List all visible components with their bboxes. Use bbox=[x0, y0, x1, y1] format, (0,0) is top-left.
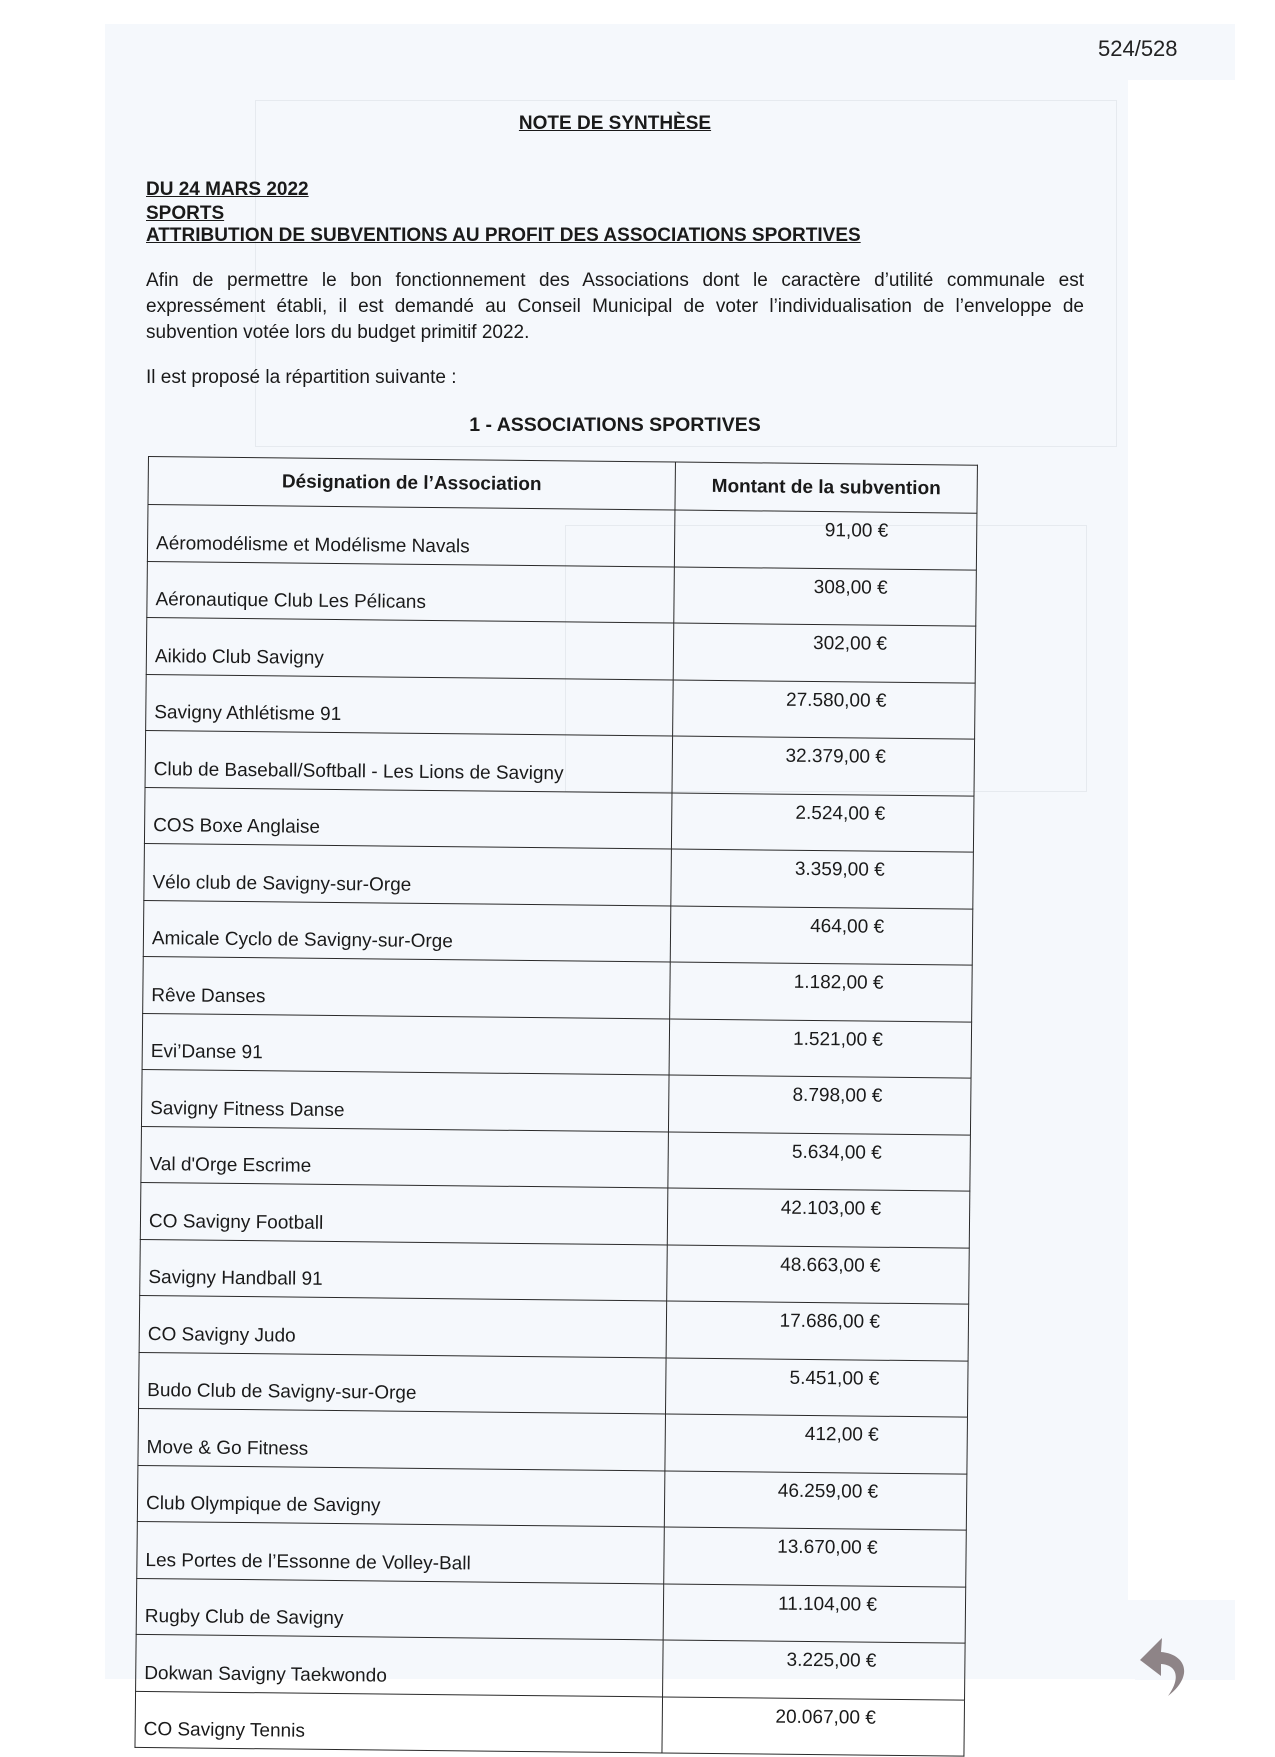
subsidy-amount: 48.663,00 € bbox=[667, 1244, 970, 1304]
subsidy-amount: 20.067,00 € bbox=[662, 1696, 965, 1756]
subsidy-amount: 27.580,00 € bbox=[673, 680, 976, 740]
back-arrow-icon[interactable] bbox=[1135, 1620, 1195, 1700]
subsidy-amount: 17.686,00 € bbox=[666, 1301, 969, 1361]
table-header-row bbox=[148, 457, 977, 514]
subsidy-amount: 3.359,00 € bbox=[671, 849, 974, 909]
association-name: Savigny Athlétisme 91 bbox=[146, 674, 674, 736]
table-row bbox=[147, 505, 977, 570]
table-body bbox=[135, 505, 977, 1757]
table-row bbox=[137, 1465, 967, 1530]
table-row bbox=[140, 1182, 970, 1247]
table-row bbox=[142, 1013, 972, 1078]
table-row bbox=[139, 1295, 969, 1360]
subsidies-table bbox=[134, 456, 977, 1757]
table-row bbox=[136, 1578, 966, 1643]
table-row bbox=[146, 674, 976, 739]
subsidy-amount: 46.259,00 € bbox=[664, 1470, 967, 1530]
subsidy-amount: 412,00 € bbox=[665, 1414, 968, 1474]
table-row bbox=[138, 1408, 968, 1473]
table-row bbox=[141, 1126, 971, 1191]
subsidy-amount: 13.670,00 € bbox=[664, 1527, 967, 1587]
table-row bbox=[140, 1239, 970, 1304]
association-name: Rugby Club de Savigny bbox=[136, 1578, 664, 1640]
association-name: COS Boxe Anglaise bbox=[144, 787, 672, 849]
table-row bbox=[143, 956, 973, 1021]
table-row bbox=[135, 1691, 965, 1756]
association-name: Aikido Club Savigny bbox=[146, 617, 674, 679]
association-name: CO Savigny Tennis bbox=[135, 1691, 663, 1753]
association-name: Move & Go Fitness bbox=[138, 1408, 666, 1470]
association-name: Savigny Handball 91 bbox=[140, 1239, 668, 1301]
subsidy-amount: 5.451,00 € bbox=[665, 1357, 968, 1417]
header-amount: Montant de la subvention bbox=[675, 462, 977, 513]
table-row bbox=[147, 561, 977, 626]
association-name: CO Savigny Judo bbox=[139, 1295, 667, 1357]
document-title: NOTE DE SYNTHÈSE bbox=[518, 113, 712, 134]
domain-heading: SPORTS bbox=[146, 203, 225, 224]
table-row bbox=[144, 843, 974, 908]
subsidy-amount: 2.524,00 € bbox=[671, 793, 974, 853]
subsidy-amount: 5.634,00 € bbox=[668, 1131, 971, 1191]
subsidy-amount: 91,00 € bbox=[674, 510, 977, 570]
table-row bbox=[136, 1634, 966, 1699]
association-name: Savigny Fitness Danse bbox=[141, 1069, 669, 1131]
association-name: Club Olympique de Savigny bbox=[137, 1465, 665, 1527]
association-name: Aéromodélisme et Modélisme Navals bbox=[147, 505, 675, 567]
association-name: Club de Baseball/Softball - Les Lions de Savigny bbox=[145, 730, 673, 792]
scan-margin bbox=[1128, 80, 1235, 1600]
subsidy-amount: 302,00 € bbox=[673, 623, 976, 683]
table-row bbox=[144, 787, 974, 852]
subject-heading: ATTRIBUTION DE SUBVENTIONS AU PROFIT DES ASSOCIATIONS SPORTIVES bbox=[146, 225, 861, 246]
page-number: 524/528 bbox=[1098, 36, 1178, 61]
table-row bbox=[145, 730, 975, 795]
subsidy-amount: 3.225,00 € bbox=[663, 1640, 966, 1700]
table-row bbox=[143, 900, 973, 965]
subsidy-amount: 1.521,00 € bbox=[669, 1018, 972, 1078]
intro-paragraph: Afin de permettre le bon fonctionnement des Associations dont le caractère d’utilité communale est expressément établi, il est demandé au Conseil Municipal de voter l’individualisation de l’enveloppe de subvention votée lors du budget primitif 2022. bbox=[146, 270, 1084, 343]
table-row bbox=[139, 1352, 969, 1417]
header-association: Désignation de l’Association bbox=[148, 457, 675, 511]
proposal-sentence: Il est proposé la répartition suivante : bbox=[146, 367, 457, 388]
meeting-date-heading: DU 24 MARS 2022 bbox=[146, 179, 309, 200]
association-name: Aéronautique Club Les Pélicans bbox=[147, 561, 675, 623]
table-row bbox=[137, 1521, 967, 1586]
subsidy-amount: 42.103,00 € bbox=[667, 1188, 970, 1248]
table-row bbox=[141, 1069, 971, 1134]
association-name: Rêve Danses bbox=[143, 956, 671, 1018]
subsidy-amount: 1.182,00 € bbox=[670, 962, 973, 1022]
subsidy-amount: 464,00 € bbox=[670, 905, 973, 965]
association-name: Amicale Cyclo de Savigny-sur-Orge bbox=[143, 900, 671, 962]
association-name: Les Portes de l’Essonne de Volley-Ball bbox=[137, 1521, 665, 1583]
association-name: Budo Club de Savigny-sur-Orge bbox=[139, 1352, 667, 1414]
association-name: CO Savigny Football bbox=[140, 1182, 668, 1244]
table-row bbox=[146, 617, 976, 682]
association-name: Dokwan Savigny Taekwondo bbox=[136, 1634, 664, 1696]
subsidy-amount: 32.379,00 € bbox=[672, 736, 975, 796]
subsidy-amount: 11.104,00 € bbox=[663, 1583, 966, 1643]
section-title: 1 - ASSOCIATIONS SPORTIVES bbox=[469, 414, 761, 436]
subsidy-amount: 8.798,00 € bbox=[668, 1075, 971, 1135]
association-name: Vélo club de Savigny-sur-Orge bbox=[144, 843, 672, 905]
association-name: Val d'Orge Escrime bbox=[141, 1126, 669, 1188]
association-name: Evi’Danse 91 bbox=[142, 1013, 670, 1075]
subsidy-amount: 308,00 € bbox=[674, 567, 977, 627]
